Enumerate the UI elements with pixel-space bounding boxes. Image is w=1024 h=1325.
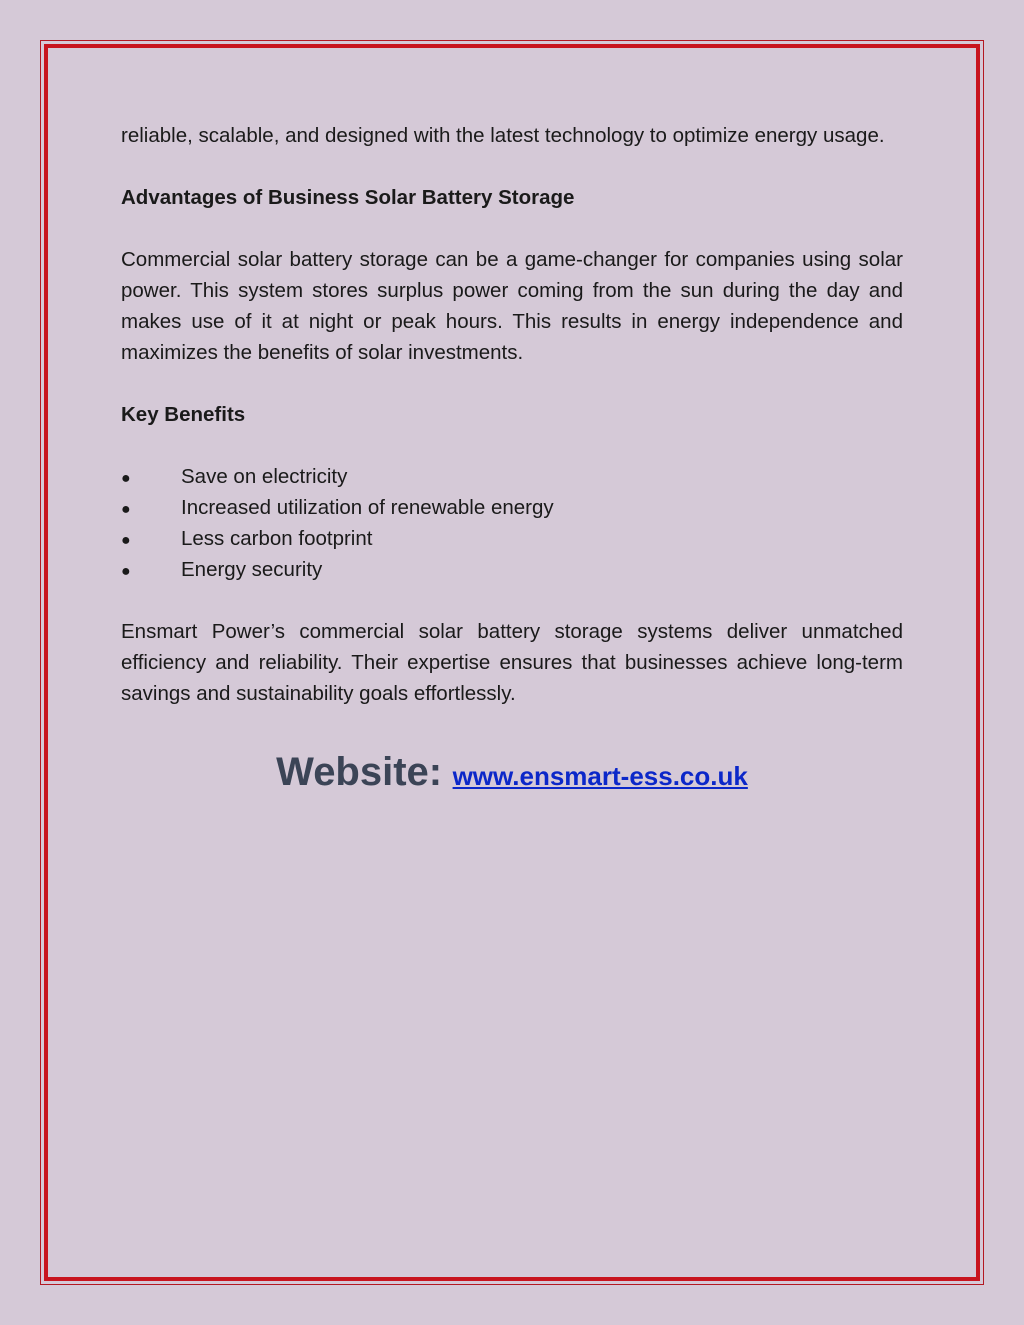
list-item <box>121 523 903 554</box>
list-item-text: Increased utilization of renewable energy <box>181 496 554 519</box>
list-item <box>121 492 903 523</box>
list-item <box>121 461 903 492</box>
website-label: Website: <box>276 750 443 794</box>
bullet-icon: ● <box>121 563 131 580</box>
list-item <box>121 554 903 585</box>
website-line <box>0 750 1024 795</box>
bullet-icon: ● <box>121 501 131 518</box>
list-item-text: Energy security <box>181 558 323 581</box>
list-item-text: Save on electricity <box>181 465 348 488</box>
document-body <box>121 120 903 709</box>
key-benefits-list <box>121 461 903 585</box>
advantages-heading: Advantages of Business Solar Battery Storage <box>121 186 575 209</box>
intro-continuation-paragraph: reliable, scalable, and designed with the latest technology to optimize energy usage. <box>121 124 885 147</box>
key-benefits-heading: Key Benefits <box>121 403 246 426</box>
closing-paragraph: Ensmart Power’s commercial solar battery storage systems deliver unmatched efficiency and reliability. Their expertise ensures that businesses achieve long-term savings and sustainability goals effortlessly. <box>121 620 903 705</box>
bullet-icon: ● <box>121 470 131 487</box>
list-item-text: Less carbon footprint <box>181 527 373 550</box>
bullet-icon: ● <box>121 532 131 549</box>
advantages-paragraph: Commercial solar battery storage can be a game-changer for companies using solar power. This system stores surplus power coming from the sun during the day and makes use of it at night or peak hours. This results in energy independence and maximizes the benefits of solar investments. <box>121 248 903 364</box>
website-link[interactable]: www.ensmart-ess.co.uk <box>452 761 748 791</box>
